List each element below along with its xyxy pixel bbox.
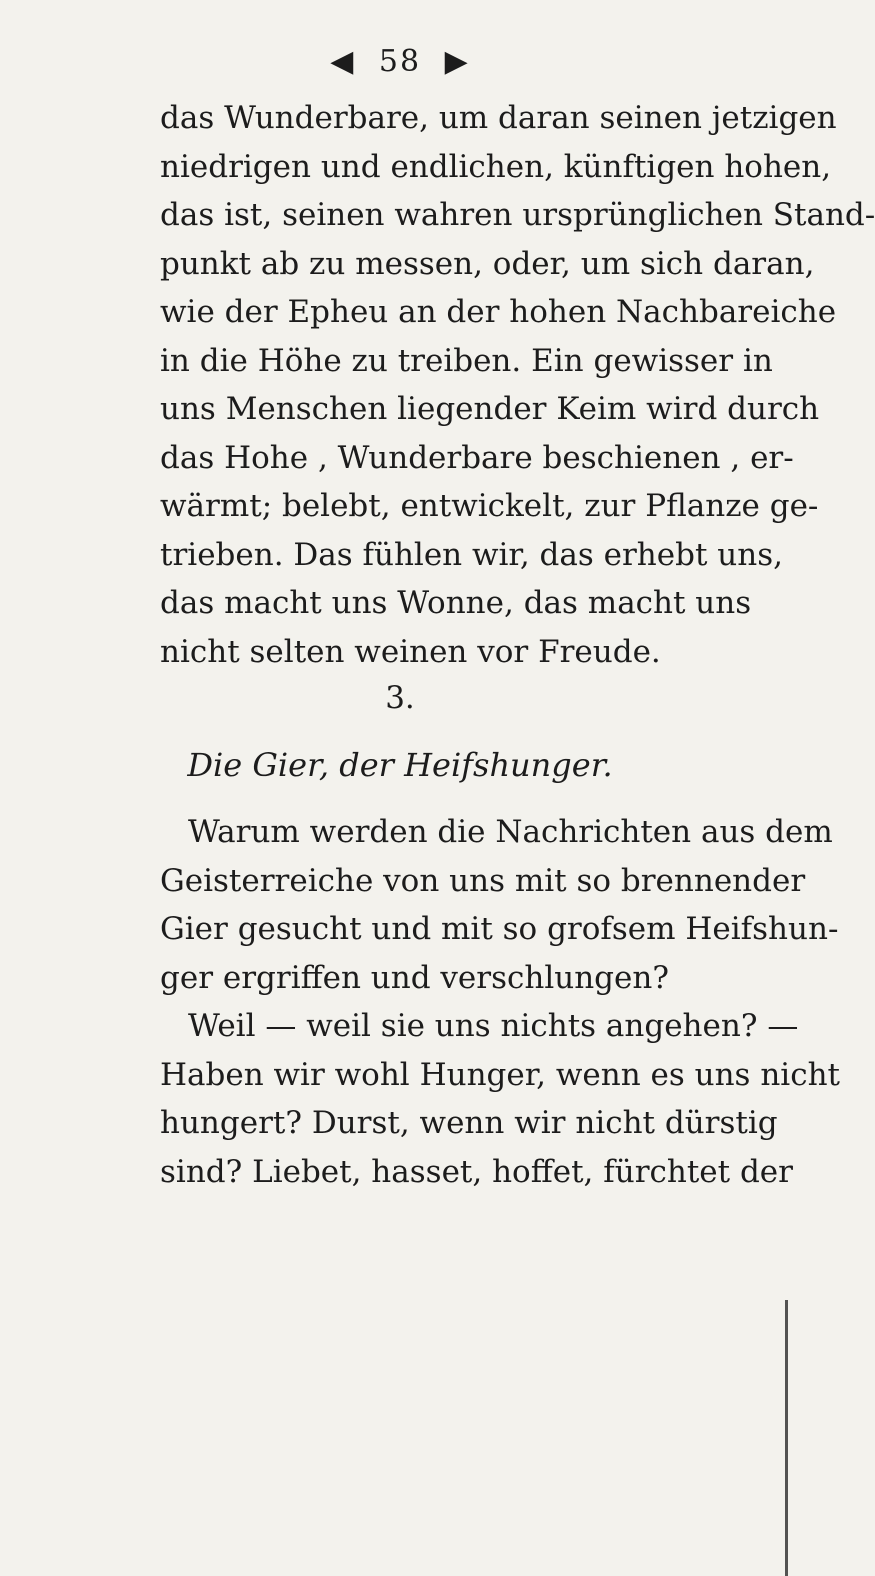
text-line: das ist, seinen wahren ursprünglichen Stand- [160,197,875,233]
text-line: punkt ab zu messen, oder, um sich daran, [160,245,815,282]
text-line: das Wunderbare, um daran seinen jetzigen [160,100,837,136]
paragraph-continuation [160,94,875,676]
section-paragraph [160,808,840,1196]
left-ornament-icon: ◀ [330,43,356,79]
text-line: uns Menschen liegender Keim wird durch [160,391,820,427]
text-line: Warum werden die Nachrichten aus dem [188,814,833,850]
text-line: das Hohe , Wunderbare beschienen , er- [160,439,794,476]
text-line: trieben. Das fühlen wir, das erhebt uns, [160,536,783,573]
text-line: sind? Liebet, hasset, hoffet, fürchtet der [160,1153,793,1190]
page-edge-shadow [785,1300,788,1576]
text-line: Geisterreiche von uns mit so brennender [160,862,806,899]
text-line: hungert? Durst, wenn wir nicht dürstig [160,1105,778,1141]
text-line: nicht selten weinen vor Freude. [160,633,661,670]
page-header [0,42,800,79]
text-line: Haben wir wohl Hunger, wenn es uns nicht [160,1056,840,1093]
text-line: wärmt; belebt, entwickelt, zur Pflanze ge- [160,488,819,524]
text-line: Gier gesucht und mit so grofsem Heifshun- [160,911,839,947]
text-line: wie der Epheu an der hohen Nachbareiche [160,294,837,330]
section-number: 3. [385,680,415,716]
text-line: niedrigen und endlichen, künftigen hohen, [160,148,832,185]
text-line: ger ergriffen und verschlungen? [160,959,669,996]
page-number: 58 [378,43,422,79]
text-line: in die Höhe zu treiben. Ein gewisser in [160,342,773,379]
text-line: Weil — weil sie uns nichts angehen? — [188,1008,799,1044]
right-ornament-icon: ▶ [444,43,470,79]
text-line: das macht uns Wonne, das macht uns [160,585,752,621]
section-title: Die Gier, der Heifshunger. [187,746,613,784]
